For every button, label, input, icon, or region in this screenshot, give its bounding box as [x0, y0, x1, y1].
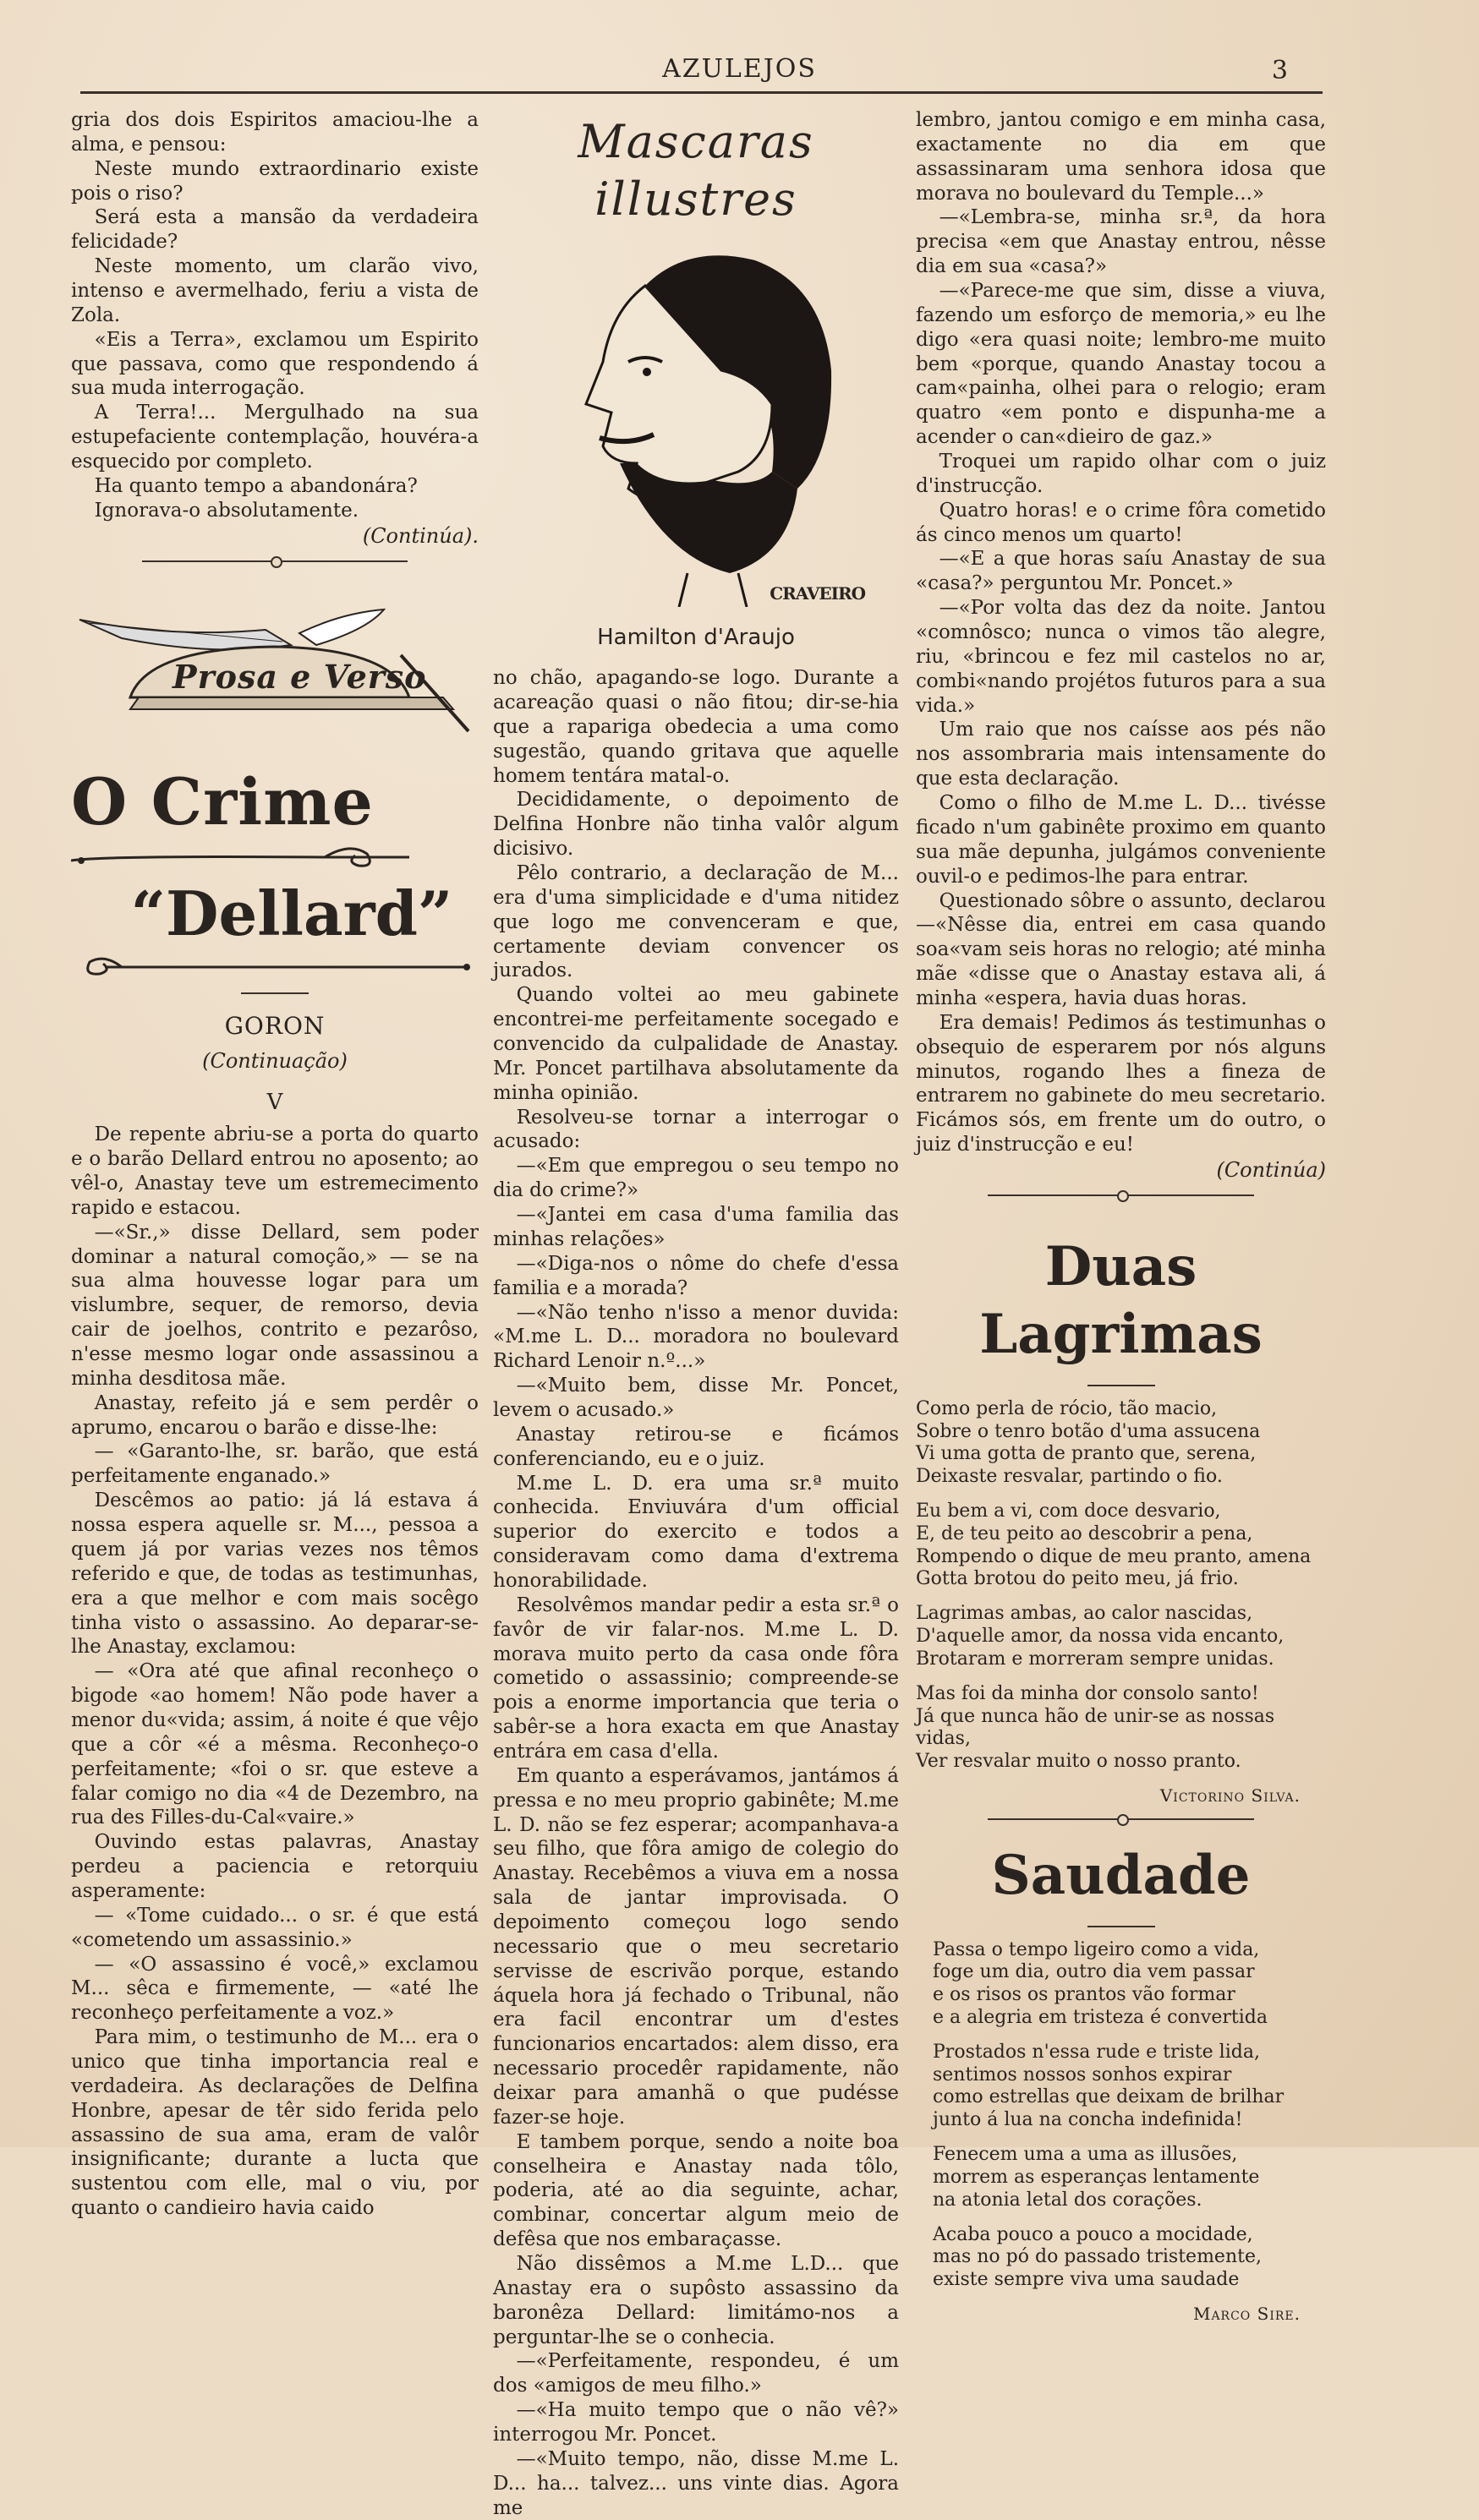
section-divider — [988, 1818, 1254, 1829]
paragraph: lembro, jantou comigo e em minha casa, exactamente no dia em que assassinaram uma senhora idosa que morava no boulevard du Temple...» — [916, 109, 1326, 205]
paragraph: Neste momento, um clarão vivo, intenso e avermelhado, feriu a vista de Zola. — [71, 255, 479, 326]
prosa-e-verso-banner — [71, 604, 479, 740]
verse-line: sentimos nossos sonhos expirar — [933, 2064, 1232, 2085]
poem-saudade — [916, 1939, 1326, 2293]
zola-story-continuation — [71, 108, 479, 523]
flourish-ornament-lower — [71, 952, 479, 977]
journal-title: AZULEJOS — [662, 54, 817, 84]
verse-line: mas no pó do passado tristemente, — [933, 2246, 1262, 2268]
crime-title: O Crime — [71, 763, 374, 839]
continua-label: (Continúa). — [362, 523, 479, 548]
poem-title-duas-lagrimas: Duas Lagrimas — [979, 1235, 1263, 1367]
continua-label-right: (Continúa) — [1216, 1157, 1326, 1182]
dellard-title: “Dellard” — [130, 877, 453, 950]
paragraph: —«Parece-me que sim, disse a viuva, fazendo um esforço de memoria,» eu lhe digo «era quasi noite; lembro-me muito bem «porque, quando Anastay tocou a cam«painha, olhei para o relogio; eram quatro «em ponto e dispunha-me a acender o can«dieiro de gaz.» — [916, 280, 1326, 449]
verse-line: E, de teu peito ao descobrir a pena, — [916, 1522, 1253, 1544]
section-divider — [142, 560, 407, 571]
verse-line: Passa o tempo ligeiro como a vida, — [933, 1938, 1260, 1960]
paragraph: no chão, apagando-se logo. Durante a acareação quasi o não fitou; dir-se-hia que a rapariga obedecia a uma como sugestão, quando gritava que aquelle homem tentára matal-o. — [493, 667, 899, 787]
verse-line: e a alegria em tristeza é convertida — [933, 2007, 1268, 2028]
page-number: 3 — [1271, 56, 1288, 85]
crime-story-continued — [493, 666, 899, 2520]
paragraph: M.me L. D. era uma sr.ª muito conhecida. Enviuvára d'um official superior do exercito e todos a consideravam como dama d'extrema honorabilidade. — [493, 1472, 899, 1592]
verse-line: Mas foi da minha dor consolo santo! — [916, 1682, 1259, 1704]
paragraph: Neste mundo extraordinario existe pois o riso? — [71, 157, 479, 205]
verse-line: Rompendo o dique de meu pranto, amena — [916, 1545, 1312, 1567]
verse-line: Fenecem uma a uma as illusões, — [933, 2144, 1238, 2166]
stanza — [933, 2144, 1326, 2211]
stanza — [933, 2224, 1326, 2292]
paragraph: —«Em que empregou o seu tempo no dia do crime?» — [493, 1155, 899, 1202]
man-portrait-icon — [518, 235, 874, 607]
paragraph: Descêmos ao patio: já lá estava á nossa espera aquelle sr. M..., pessoa a quem já por varias vezes nos têmos referido e que, de todas as testimunhas, era a que melhor e com mais socêgo tinha visto o assassino. Ao deparar-se-lhe Anastay, exclamou: — [71, 1490, 479, 1659]
stanza — [916, 1501, 1326, 1591]
verse-line: Já que nunca hão de unir-se as nossas vidas, — [916, 1705, 1275, 1750]
portrait-illustration — [518, 235, 874, 607]
flourish-ornament — [71, 842, 479, 867]
paragraph: Questionado sôbre o assunto, declarou —«Nêsse dia, entrei em casa quando soa«vam seis horas no relogio; até minha mãe «disse que o Anastay estava ali, á minha «espera, havia duas horas. — [916, 889, 1326, 1009]
paragraph: A Terra!... Mergulhado na sua estupefaciente contemplação, houvéra-a esquecido por completo. — [71, 402, 479, 473]
verse-line: Sobre o tenro botão d'uma assucena — [916, 1420, 1261, 1442]
verse-line: foge um dia, outro dia vem passar — [933, 1961, 1255, 1983]
paragraph: —«Muito tempo, não, disse M.me L. D... ha... talvez... uns vinte dias. Agora me — [493, 2447, 899, 2519]
paragraph: —«Lembra-se, minha sr.ª, da hora precisa «em que Anastay entrou, nêsse dia em sua «casa?» — [916, 206, 1326, 278]
verse-line: como estrellas que deixam de brilhar — [933, 2086, 1285, 2108]
poem-signature: Victorino Silva. — [1159, 1785, 1301, 1807]
section-divider — [988, 1194, 1254, 1205]
column-right — [916, 108, 1326, 2325]
paragraph: Resolveu-se tornar a interrogar o acusado: — [493, 1106, 899, 1153]
paragraph: —«E a que horas saíu Anastay de sua «casa?» perguntou Mr. Poncet.» — [916, 548, 1326, 595]
scroll-ornament-icon — [71, 842, 479, 876]
verse-line: junto á lua na concha indefinida! — [933, 2109, 1243, 2131]
paragraph: Decididamente, o depoimento de Delfina Honbre não tinha valôr algum dicisivo. — [493, 789, 899, 861]
paragraph: —«Não tenho n'isso a menor duvida: «M.me L. D... moradora no boulevard Richard Lenoir n.º...» — [493, 1301, 899, 1373]
header-rule — [80, 91, 1323, 94]
story-author: GORON — [224, 1012, 326, 1041]
paragraph: Ignorava-o absolutamente. — [94, 499, 359, 522]
portrait-caption: Hamilton d'Araujo — [597, 624, 795, 650]
title-rule — [1087, 1385, 1155, 1386]
verse-line: Eu bem a vi, com doce desvario, — [916, 1501, 1221, 1522]
stanza — [933, 2042, 1326, 2132]
verse-line: Acaba pouco a pouco a mocidade, — [933, 2223, 1253, 2245]
title-rule — [1087, 1926, 1155, 1927]
verse-line: Vi uma gotta de pranto que, serena, — [916, 1443, 1257, 1465]
paragraph: Anastay retirou-se e ficámos conferenciando, eu e o juiz. — [493, 1423, 899, 1470]
paragraph: Resolvêmos mandar pedir a esta sr.ª o favôr de vir falar-nos. M.me L. D. morava muito perto da casa onde fôra cometido o assassinio; compreende-se pois a enorme importancia que teria o sabêr-se a hora exacta em que Anastay entrára em casa d'ella. — [493, 1593, 899, 1763]
paragraph: —«Por volta das dez da noite. Jantou «comnôsco; nunca o vimos tão alegre, riu, «brincou e fez mil castelos no ar, combi«nando projétos futuros para a sua vida.» — [916, 597, 1326, 717]
paragraph: —«Diga-nos o nôme do chefe d'essa familia e a morada? — [493, 1252, 899, 1299]
stanza — [933, 1939, 1326, 2030]
poem-title-saudade: Saudade — [991, 1844, 1251, 1908]
paragraph: Pêlo contrario, a declaração de M... era d'uma simplicidade e d'uma nitidez que logo me convenceram e que, certamente deviam convencer os jurados. — [493, 862, 899, 982]
paragraph: —«Perfeitamente, respondeu, é um dos «amigos de meu filho.» — [493, 2350, 899, 2397]
paragraph: Não dissêmos a M.me L.D... que Anastay era o supôsto assassino da baronêza Dellard: limitámo-nos a perguntar-lhe se o conhecia. — [493, 2253, 899, 2348]
title-rule — [241, 992, 309, 994]
poem-duas-lagrimas — [916, 1398, 1326, 1774]
paragraph: Ouvindo estas palavras, Anastay perdeu a paciencia e retorquiu asperamente: — [71, 1831, 479, 1902]
scroll-ornament-icon — [71, 952, 479, 986]
paragraph: De repente abriu-se a porta do quarto e o barão Dellard entrou no aposento; ao vêl-o, Anastay teve um estremecimento rapido e estacou. — [71, 1123, 479, 1219]
paragraph: Para mim, o testimunho de M... era o unico que tinha importancia real e verdadeira. As declarações de Delfina Honbre, apesar de têr sido ferida pelo assassino de sua ama, eram de valôr insignificante; durante a lucta que sustentou com elle, mal o viu, por quanto o candieiro havia caido — [71, 2026, 479, 2220]
verse-line: existe sempre viva uma saudade — [933, 2269, 1240, 2291]
paragraph: Em quanto a esperávamos, jantámos á pressa e no meu proprio gabinête; M.me L. D. não se fez esperar; acompanhava-a seu filho, que fôra amigo de colegio do Anastay. Recebêmos a viuva em a nossa sala de jantar improvisada. O depoimento começou logo sendo necessario que o meu secretario servisse de escrivão porque, estando áquela hora já fechado o Tribunal, não era facil encontrar um d'estes funcionarios encartados: alem disso, era necessario procedêr rapidamente, não deixar para amanhã o que pudésse fazer-se hoje. — [493, 1764, 899, 2129]
paragraph: Troquei um rapido olhar com o juiz d'instrucção. — [916, 451, 1326, 497]
verse-line: Ver resvalar muito o nosso pranto. — [916, 1751, 1241, 1773]
verse-line: D'aquelle amor, da nossa vida encanto, — [916, 1626, 1285, 1648]
banner-label: Prosa e Verso — [173, 657, 427, 696]
paragraph: —«Muito bem, disse Mr. Poncet, levem o acusado.» — [493, 1375, 899, 1421]
paragraph: —«Sr.,» disse Dellard, sem poder dominar a natural comoção,» — se na sua alma houvesse logar para um vislumbre, sequer, de remorso, devia cair de joelhos, contrito e pezarôso, n'esse mesmo logar onde assassinou a minha desditosa mãe. — [71, 1221, 479, 1390]
paragraph: — «Garanto-lhe, sr. barão, que está perfeitamente enganado.» — [71, 1440, 479, 1488]
stanza — [916, 1683, 1326, 1774]
crime-story-continued-right — [916, 108, 1326, 1157]
paragraph: —«Ha muito tempo que o não vê?» interrogou Mr. Poncet. — [493, 2399, 899, 2446]
mascaras-title: Mascaras illustres — [578, 115, 814, 226]
column-middle — [493, 108, 899, 2520]
verse-line: Lagrimas ambas, ao calor nascidas, — [916, 1603, 1253, 1625]
paragraph: Era demais! Pedimos ás testimunhas o obsequio de esperarem por nós alguns minutos, rogando lhes a fineza de entrarem no gabinete do meu secretario. Ficámos sós, em frente um do outro, o juiz d'instrucção e eu! — [916, 1011, 1326, 1156]
continuation-note: (Continuação) — [202, 1048, 348, 1073]
column-left — [71, 108, 479, 2221]
chapter-number: V — [266, 1089, 283, 1115]
crime-story-text — [71, 1123, 479, 2221]
verse-line: Gotta brotou do peito meu, já frio. — [916, 1568, 1239, 1590]
paragraph: Anastay, refeito já e sem perdêr o aprumo, encarou o barão e disse-lhe: — [71, 1391, 479, 1439]
poem-signature: Marco Sire. — [1192, 2304, 1301, 2325]
verse-line: morrem as esperanças lentamente — [933, 2166, 1260, 2188]
paragraph: Quando voltei ao meu gabinete encontrei-me perfeitamente socegado e convencido da culpalidade de Anastay. Mr. Poncet partilhava absolutamente da minha opinião. — [493, 984, 899, 1104]
artist-signature: CRAVEIRO — [770, 583, 865, 604]
verse-line: na atonia letal dos corações. — [933, 2189, 1202, 2211]
paragraph: E tambem porque, sendo a noite boa conselheira e Anastay nada tôlo, poderia, até ao dia seguinte, achar, combinar, concertar algum meio de defêsa que nos embaraçasse. — [493, 2130, 899, 2251]
paragraph: «Eis a Terra», exclamou um Espirito que passava, como que respondendo á sua muda interrogação. — [71, 328, 479, 400]
verse-line: Deixaste resvalar, partindo o fio. — [916, 1466, 1223, 1488]
paragraph: Quatro horas! e o crime fôra cometido ás cinco menos um quarto! — [916, 499, 1326, 546]
paragraph: Ha quanto tempo a abandonára? — [94, 474, 418, 497]
paragraph: —«Jantei em casa d'uma familia das minhas relações» — [493, 1204, 899, 1250]
verse-line: Brotaram e morreram sempre unidas. — [916, 1648, 1274, 1670]
verse-line: e os risos os prantos vão formar — [933, 1984, 1235, 2006]
verse-line: Como perla de rócio, tão macio, — [916, 1397, 1218, 1419]
verse-line: Prostados n'essa rude e triste lida, — [933, 2041, 1260, 2063]
paragraph: — «O assassino é você,» exclamou M... sêca e firmemente, — «até lhe reconheço perfeitamente a voz.» — [71, 1953, 479, 2025]
stanza — [916, 1398, 1326, 1489]
stanza — [916, 1603, 1326, 1670]
paragraph: Será esta a mansão da verdadeira felicidade? — [71, 206, 479, 254]
paragraph: Como o filho de M.me L. D... tivésse ficado n'um gabinête proximo em quanto sua mãe depunha, julgámos conveniente ouvil-o e pedimos-lhe para entrar. — [916, 792, 1326, 888]
paragraph: Um raio que nos caísse aos pés não nos assombraria mais intensamente do que esta declaração. — [916, 719, 1326, 790]
paragraph: gria dos dois Espiritos amaciou-lhe a alma, e pensou: — [71, 109, 479, 156]
paragraph: — «Ora até que afinal reconheço o bigode «ao homem! Não pode haver a menor du«vida; assim, á noite é que vêjo que a côr «é a mêsma. Reconheço-o perfeitamente; «foi o sr. que esteve a falar comigo no dia «4 de Dezembro, na rua des Filles-du-Cal«vaire.» — [71, 1660, 479, 1829]
paragraph: — «Tome cuidado... o sr. é que está «cometendo um assassinio.» — [71, 1904, 479, 1951]
